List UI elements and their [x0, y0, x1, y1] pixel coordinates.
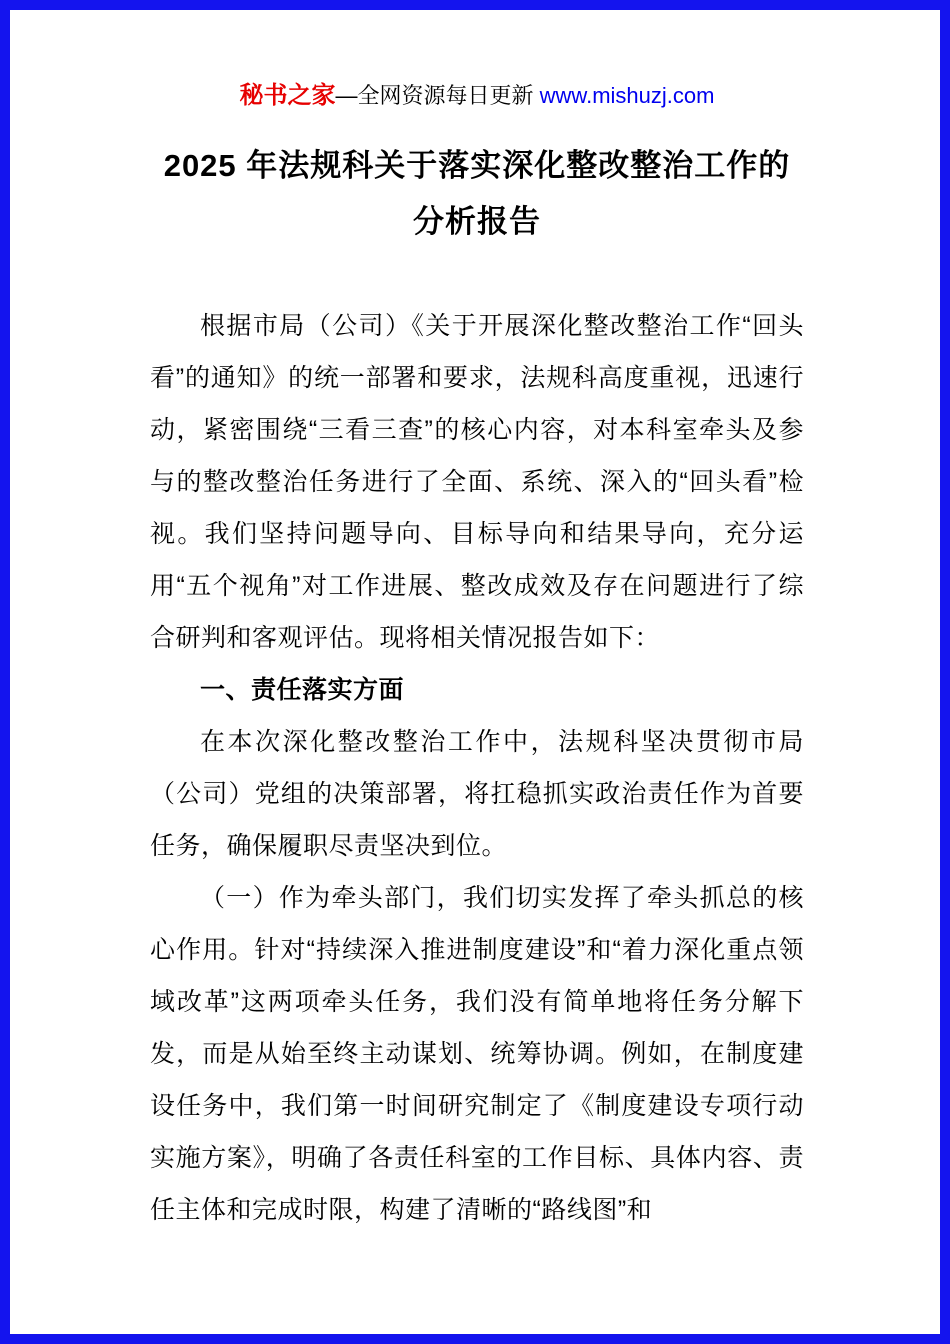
paragraph-intro: 根据市局（公司）《关于开展深化整改整治工作“回头看”的通知》的统一部署和要求，法规科高度重视，迅速行动，紧密围绕“三看三查”的核心内容，对本科室牵头及参与的整改整治任务进行了全面、系统、深入的“回头看”检视。我们坚持问题导向、目标导向和结果导向，充分运用“五个视角”对工作进展、整改成效及存在问题进行了综合研判和客观评估。现将相关情况报告如下：	[150, 312, 804, 652]
document-title-line-2: 分析报告	[413, 204, 541, 239]
document-body	[150, 300, 804, 1236]
site-name: 秘书之家	[239, 82, 336, 109]
site-header	[150, 80, 804, 112]
paragraph-lead-department: （一）作为牵头部门，我们切实发挥了牵头抓总的核心作用。针对“持续深入推进制度建设”和“着力深化重点领域改革”这两项牵头任务，我们没有简单地将任务分解下发，而是从始至终主动谋划、统筹协调。例如，在制度建设任务中，我们第一时间研究制定了《制度建设专项行动实施方案》，明确了各责任科室的工作目标、具体内容、责任主体和完成时限，构建了清晰的“路线图”和	[150, 884, 804, 1224]
site-url-link[interactable]: www.mishuzj.com	[539, 83, 715, 108]
site-tagline: —全网资源每日更新	[335, 83, 540, 108]
document-title-line-1: 2025 年法规科关于落实深化整改整治工作的	[163, 148, 791, 183]
paragraph-responsibility-overview: 在本次深化整改整治工作中，法规科坚决贯彻市局（公司）党组的决策部署，将扛稳抓实政治责任作为首要任务，确保履职尽责坚决到位。	[150, 728, 804, 860]
document-title	[150, 138, 804, 250]
section-heading-responsibility: 一、责任落实方面	[200, 676, 405, 704]
